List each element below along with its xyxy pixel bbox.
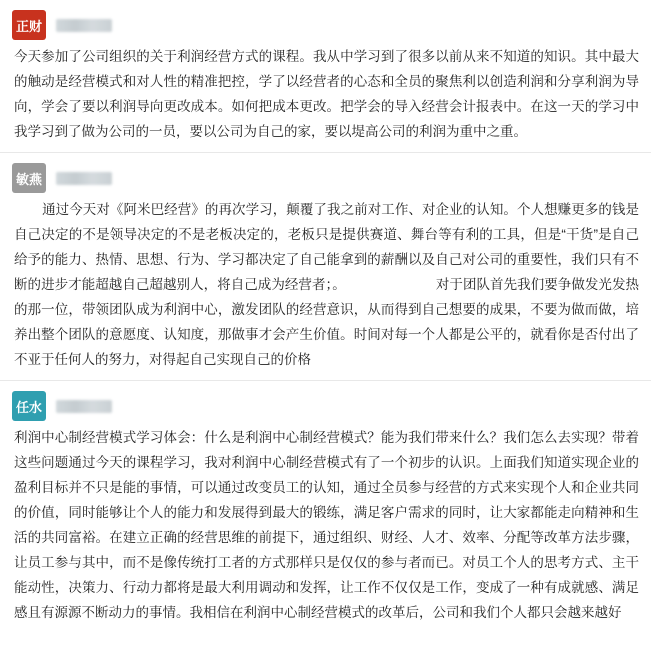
post-body: [12, 197, 639, 372]
post-body-part-1: 通过今天对《阿米巴经营》的再次学习，颠覆了我之前对工作、对企业的认知。个人想赚更多的钱是自己决定的不是领导决定的不是老板决定的，老板只是提供赛道、舞台等有利的工具，但是“干货”是自己给予的能力、热情、思想、行为、学习都决定了自己能拿到的薪酬以及自己对公司的重要性，我们只有不断的进步才能超越自己超越别人，将自己成为经营者；。: [14, 202, 639, 292]
avatar[interactable]: 任水: [12, 391, 46, 421]
avatar[interactable]: 正财: [12, 10, 46, 40]
author-name-redacted: [56, 172, 112, 185]
post-body: 今天参加了公司组织的关于利润经营方式的课程。我从中学习到了很多以前从来不知道的知识。其中最大的触动是经营模式和对人性的精准把控，学了以经营者的心态和全员的聚焦利以创造利润和分享利润为导向，学会了要以利润导向更改成本。如何把成本更改。把学会的导入经营会计报表中。在这一天的学习中我学习到了做为公司的一员，要以公司为自己的家，要以堤高公司的利润为重中之重。: [14, 49, 639, 139]
post-header: [12, 391, 639, 421]
post-header: [12, 10, 639, 40]
author-name-redacted: [56, 19, 112, 32]
post-body: 利润中心制经营模式学习体会：什么是利润中心制经营模式？能为我们带来什么？我们怎么去实现？带着这些问题通过今天的课程学习，我对利润中心制经营模式有了一个初步的认识。上面我们知道实现企业的盈利目标并不只是能的事情，可以通过改变员工的认知，通过全员参与经营的方式来实现个人和企业共同的价值，同时能够让个人的能力和发展得到最大的锻练，满足客户需求的同时，让大家都能走向精神和生活的共同富裕。在建立正确的经营思维的前提下，通过组织、财经、人才、效率、分配等改革方法步骤，让员工参与其中，而不是像传统打工者的方式那样只是仅仅的参与者而已。对员工个人的思考方式、主干能动性，决策力、行动力都将是最大利用调动和发挥，让工作不仅仅是工作，变成了一种有成就感、满足感且有源源不断动力的事情。我相信在利润中心制经营模式的改革后，公司和我们个人都只会越来越好: [14, 430, 639, 620]
post-item: [0, 153, 651, 380]
post-item: [0, 0, 651, 152]
avatar[interactable]: 敏燕: [12, 163, 46, 193]
post-item: [0, 381, 651, 633]
post-body-part-2: 对于团队首先我们要争做发光发热的那一位，带领团队成为利润中心，激发团队的经营意识，从而得到自己想要的成果，不要为做而做，培养出整个团队的意愿度、认知度，那做事才会产生价值。时间对每一个人都是公平的，就看你是否付出了不亚于任何人的努力，对得起自己实现自己的价格: [14, 277, 639, 367]
author-name-redacted: [56, 400, 112, 413]
post-header: [12, 163, 639, 193]
